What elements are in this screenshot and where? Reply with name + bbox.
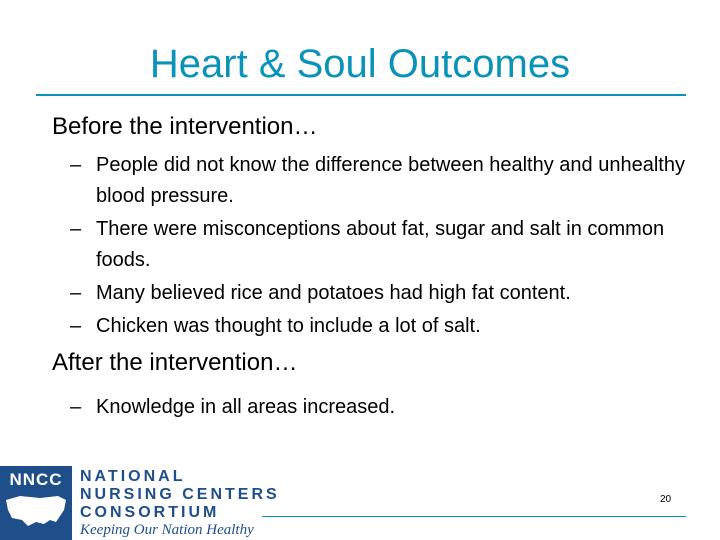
dash-bullet: – [70,315,82,337]
dash-bullet: – [70,154,82,176]
section-heading-after: After the intervention… [52,349,298,376]
slide-content [52,112,692,425]
dash-bullet: – [70,396,82,418]
dash-bullet: – [70,282,82,304]
page-number: 20 [660,494,672,505]
before-list [52,150,692,342]
list-item [52,278,692,309]
list-item-text: Chicken was thought to include a lot of salt. [96,315,481,337]
title-divider [36,94,686,96]
logo-badge-text: NNCC [9,470,63,489]
list-item-text: People did not know the difference between healthy and unhealthy blood pressure. [96,154,685,207]
list-item [52,214,692,276]
dash-bullet: – [70,218,82,240]
section-heading-before: Before the intervention… [52,113,318,140]
list-item [52,150,692,212]
list-item-text: Many believed rice and potatoes had high fat content. [96,282,571,304]
logo-line-2: NURSING CENTERS [80,486,280,503]
us-map-badge [0,466,72,540]
list-item [52,311,692,342]
slide-title: Heart & Soul Outcomes [149,42,571,86]
list-item-text: There were misconceptions about fat, sugar and salt in common foods. [96,218,665,271]
us-map-icon [0,466,72,540]
list-item-text: Knowledge in all areas increased. [96,396,396,418]
logo-line-3: CONSORTIUM [80,504,220,521]
logo-tagline: Keeping Our Nation Healthy [80,522,254,538]
logo-line-1: NATIONAL [80,468,186,485]
nncc-logo [0,466,280,540]
list-item [52,392,692,423]
footer-divider [262,516,686,517]
after-list [52,392,692,423]
